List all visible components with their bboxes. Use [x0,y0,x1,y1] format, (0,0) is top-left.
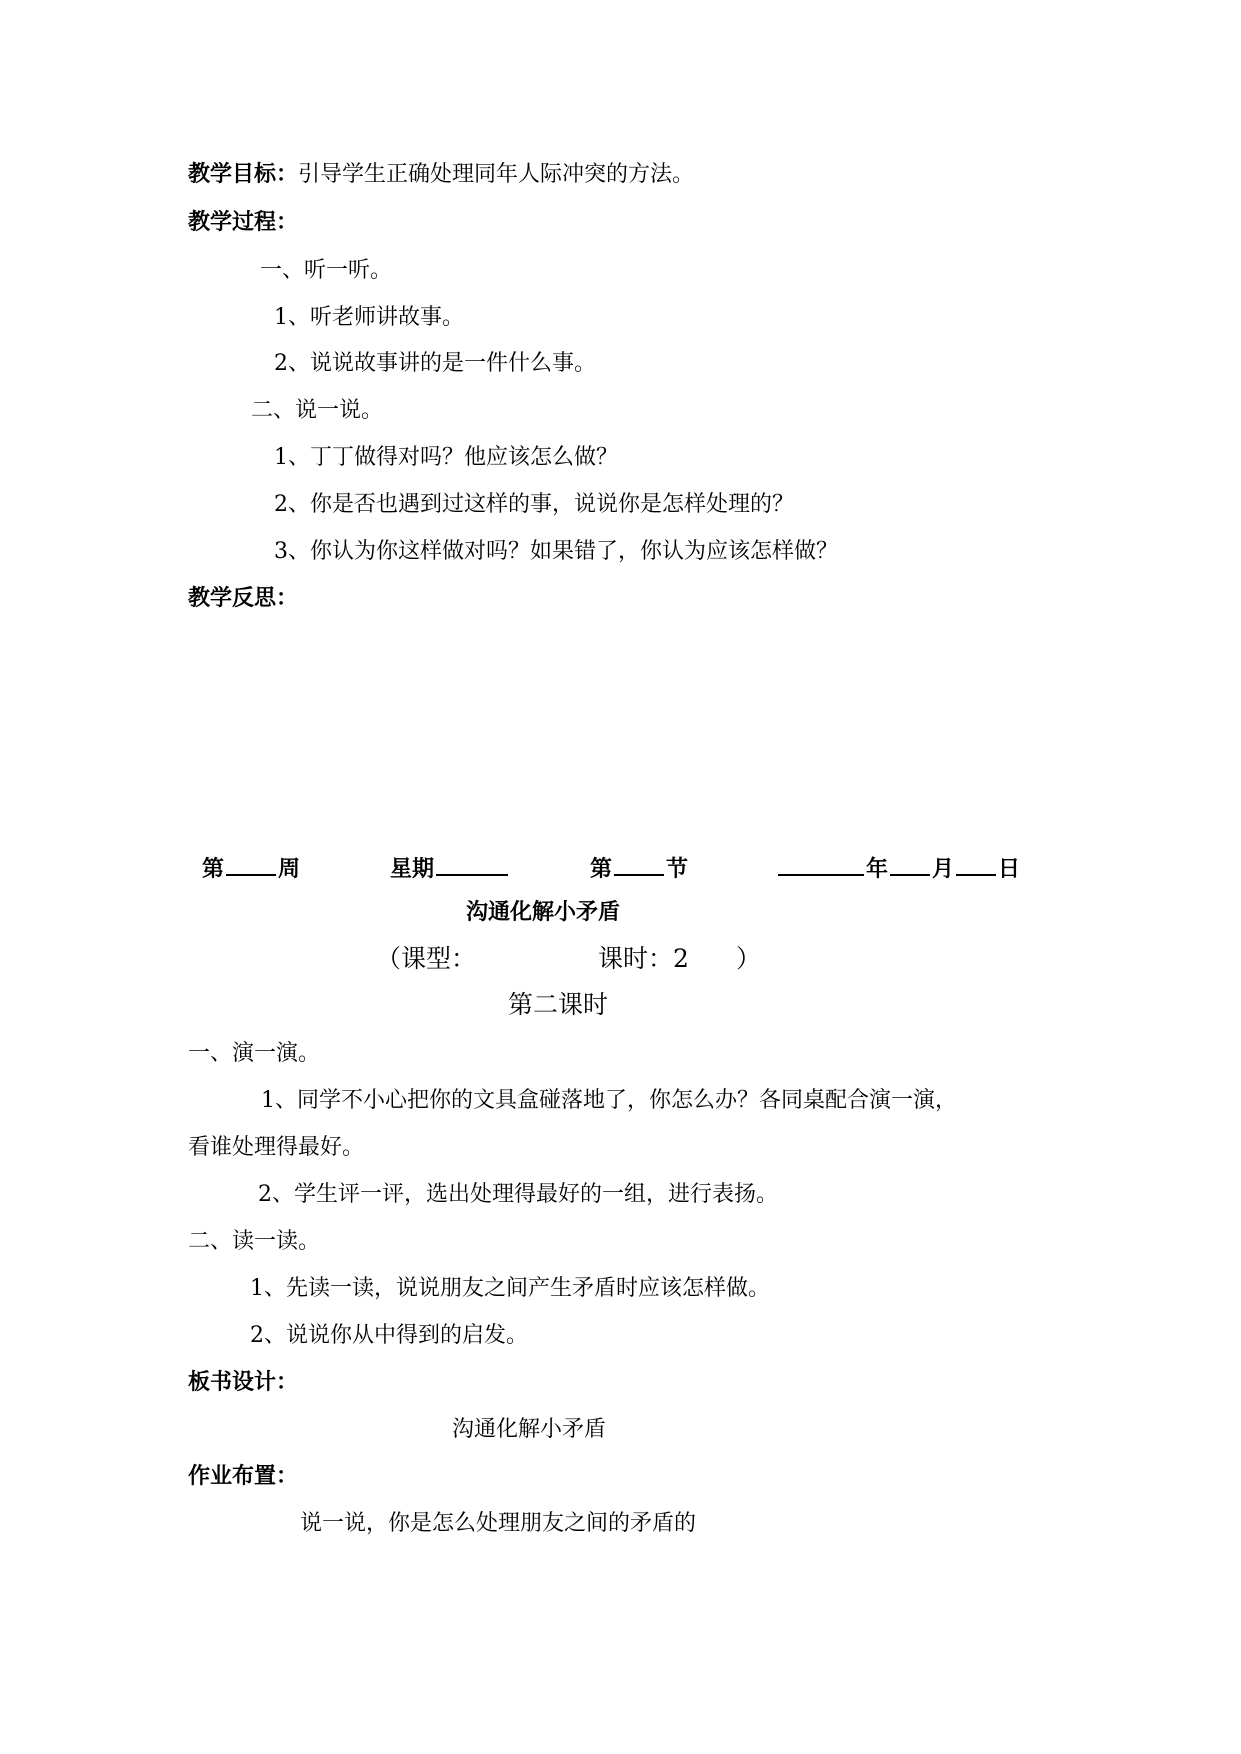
lesson-type-open: （课型： [376,944,477,973]
l2-part1-item2: 2、学生评一评，选出处理得最好的一组，进行表扬。 [258,1182,778,1207]
lesson-title: 沟通化解小矛盾 [466,900,621,925]
section-field [590,852,688,885]
homework-content: 说一说，你是怎么处理朋友之间的矛盾的 [300,1511,697,1536]
month-label: 月 [932,857,955,882]
l2-part1-title: 一、演一演。 [188,1041,321,1066]
l2-part1-item1-line2: 看谁处理得最好。 [188,1135,365,1160]
month-blank [890,852,930,876]
weekday-field [390,852,510,885]
l2-part2-title: 二、读一读。 [188,1229,321,1254]
date-field [776,852,1020,885]
section-suffix: 节 [666,857,689,882]
week-prefix: 第 [202,857,225,882]
part2-title: 二、说一说。 [251,398,384,423]
weekday-label: 星期 [390,857,435,882]
goal-label: 教学目标： [188,162,299,187]
part1-item1: 1、听老师讲故事。 [274,305,464,330]
day-label: 日 [998,857,1021,882]
reflection-label: 教学反思： [188,586,299,611]
week-blank [226,852,276,876]
section-prefix: 第 [590,857,613,882]
homework-label: 作业布置： [188,1464,299,1489]
l2-part1-item1-line1: 1、同学不小心把你的文具盒碰落地了，你怎么办？各同桌配合演一演， [261,1088,957,1113]
part1-item2: 2、说说故事讲的是一件什么事。 [274,351,596,376]
part2-item3: 3、你认为你这样做对吗？如果错了，你认为应该怎样做？ [274,539,838,564]
week-field [202,852,300,885]
goal-text: 引导学生正确处理同年人际冲突的方法。 [298,162,695,187]
lesson-hours: 课时：2 [598,944,689,973]
board-content: 沟通化解小矛盾 [452,1417,607,1442]
process-label: 教学过程： [188,210,299,235]
year-blank [778,852,864,876]
board-label: 板书设计： [188,1370,299,1395]
lesson-type-close: ） [736,944,762,973]
l2-part2-item2: 2、说说你从中得到的启发。 [250,1323,528,1348]
week-suffix: 周 [278,857,301,882]
section-blank [614,852,664,876]
goal-line [188,160,694,190]
l2-part2-item1: 1、先读一读，说说朋友之间产生矛盾时应该怎样做。 [250,1276,770,1301]
session-title: 第二课时 [508,990,609,1019]
part1-title: 一、听一听。 [260,258,393,283]
part2-item1: 1、丁丁做得对吗？他应该怎么做？ [274,445,618,470]
day-blank [956,852,996,876]
weekday-blank [436,852,508,876]
year-label: 年 [866,857,889,882]
part2-item2: 2、你是否也遇到过这样的事，说说你是怎样处理的？ [274,492,794,517]
